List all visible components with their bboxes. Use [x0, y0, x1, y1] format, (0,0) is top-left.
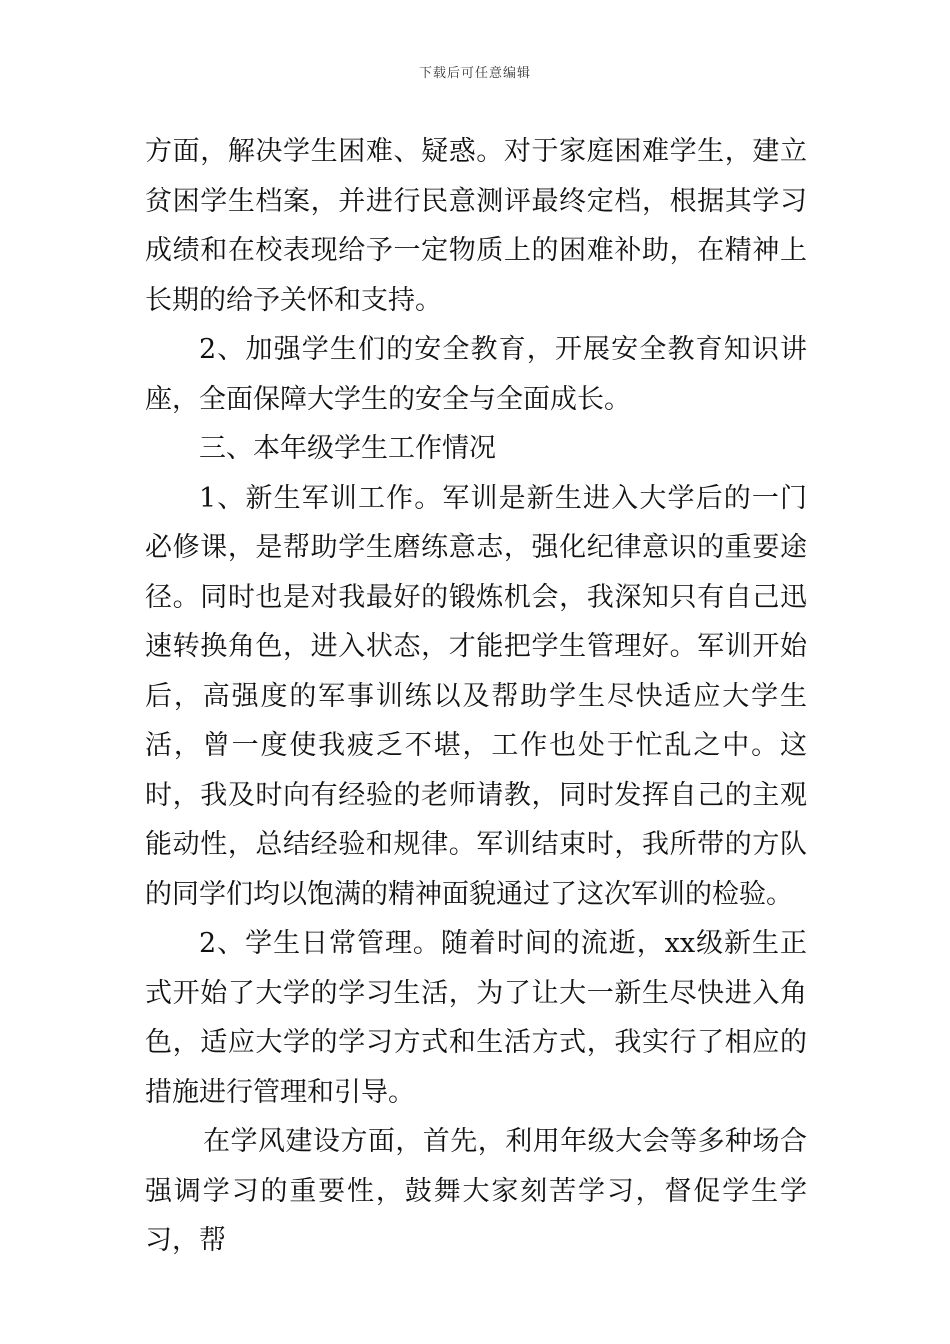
page-header: 下载后可任意编辑 [418, 66, 531, 81]
section-heading: 三、本年级学生工作情况 [199, 433, 496, 464]
paragraph-5: 在学风建设方面，首先，利用年级大会等多种场合强调学习的重要性，鼓舞大家刻苦学习，督促学生学习，帮 [145, 1126, 807, 1256]
paragraph-2: 2、加强学生们的安全教育，开展安全教育知识讲座，全面保障大学生的安全与全面成长。 [145, 334, 807, 415]
paragraph-3: 1、新生军训工作。军训是新生进入大学后的一门必修课，是帮助学生磨练意志，强化纪律意识的重要途径。同时也是对我最好的锻炼机会，我深知只有自己迅速转换角色，进入状态，才能把学生管理好。军训开始后，高强度的军事训练以及帮助学生尽快适应大学生活，曾一度使我疲乏不堪，工作也处于忙乱之中。这时，我及时向有经验的老师请教，同时发挥自己的主观能动性，总结经验和规律。军训结束时，我所带的方队的同学们均以饱满的精神面貌通过了这次军训的检验。 [145, 482, 807, 910]
document-body [145, 127, 807, 1266]
paragraph-4: 2、学生日常管理。随着时间的流逝，xx级新生正式开始了大学的学习生活，为了让大一新生尽快进入角色，适应大学的学习方式和生活方式，我实行了相应的措施进行管理和引导。 [145, 928, 807, 1108]
paragraph-1: 方面，解决学生困难、疑惑。对于家庭困难学生，建立贫困学生档案，并进行民意测评最终定档，根据其学习成绩和在校表现给予一定物质上的困难补助，在精神上长期的给予关怀和支持。 [145, 136, 807, 316]
